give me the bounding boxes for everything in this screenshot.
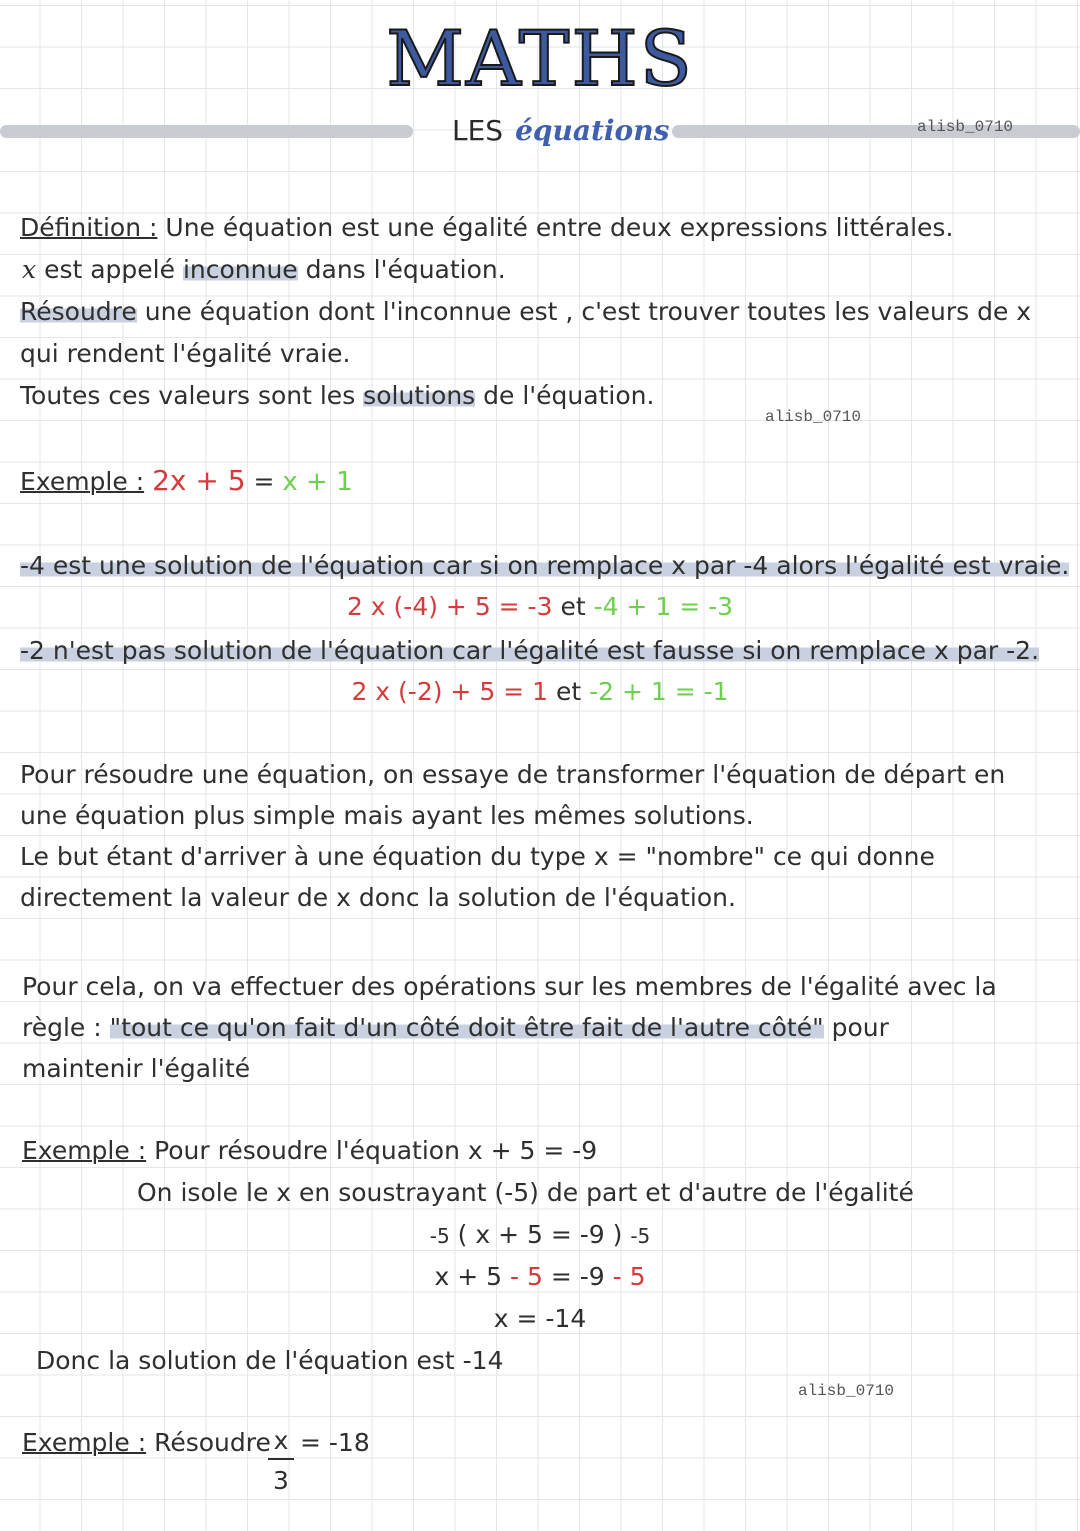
example2-calc2 [0, 1264, 1080, 1289]
example3-line [22, 1430, 271, 1455]
method-rule-prefix: règle : [22, 1013, 102, 1042]
definition-line-3 [20, 299, 1031, 324]
definition-line-2 [22, 257, 506, 282]
example1-solution-calc [0, 594, 1080, 619]
definition-line-1 [20, 215, 953, 240]
definition-line-5a: Toutes ces valeurs sont les [20, 381, 356, 410]
definition-line-5b: de l'équation. [483, 381, 655, 410]
term-resoudre: Résoudre [20, 297, 137, 326]
solution-calc-rhs: -4 + 1 = -3 [593, 592, 734, 621]
definition-text: Une équation est une égalité entre deux expressions littérales. [165, 213, 954, 242]
variable-x: x [22, 255, 37, 284]
method-rule-suffix: pour [831, 1013, 889, 1042]
calc2-b: - 5 [510, 1262, 543, 1291]
example2-intro-line [22, 1138, 597, 1163]
example1-solution-text: -4 est une solution de l'équation car si on remplace x par -4 alors l'égalité est vraie. [20, 551, 1070, 580]
watermark-header: alisb_0710 [917, 118, 1014, 136]
term-inconnue: inconnue [182, 255, 298, 284]
definition-line-2b: dans l'équation. [305, 255, 506, 284]
nonsolution-calc-et: et [555, 677, 582, 706]
example2-calc3: x = -14 [493, 1304, 587, 1333]
example2-conclusion: Donc la solution de l'équation est -14 [36, 1346, 504, 1375]
example2-intro: Pour résoudre l'équation x + 5 = -9 [154, 1136, 598, 1165]
example2-step: On isole le x en soustrayant (-5) de part et d'autre de l'égalité [137, 1178, 914, 1207]
method-p2-line3: maintenir l'égalité [22, 1054, 251, 1083]
fraction-numerator: x [268, 1428, 294, 1460]
calc2-c: = -9 [550, 1262, 605, 1291]
calc2-d: - 5 [612, 1262, 646, 1291]
definition-line-4: qui rendent l'égalité vraie. [20, 339, 351, 368]
example1-label: Exemple : [20, 467, 145, 496]
solution-calc-et: et [560, 592, 586, 621]
example3-label: Exemple : [22, 1428, 147, 1457]
watermark-example2: alisb_0710 [798, 1382, 895, 1400]
subtitle [452, 114, 669, 147]
method-p1-line2: une équation plus simple mais ayant les mêmes solutions. [20, 801, 754, 830]
calc1-right: -5 [630, 1224, 651, 1248]
example3-rhs: = -18 [300, 1428, 370, 1457]
page-title: MATHS [386, 14, 694, 103]
definition-line-3-rest: une équation dont l'inconnue est , c'est trouver toutes les valeurs de x [144, 297, 1032, 326]
definition-line-2a: est appelé [44, 255, 175, 284]
example2-calc1 [0, 1222, 1080, 1247]
solution-calc-lhs: 2 x (-4) + 5 = -3 [346, 592, 553, 621]
method-p1-line4: directement la valeur de x donc la solution de l'équation. [20, 883, 736, 912]
fraction-denominator: 3 [273, 1466, 289, 1495]
nonsolution-calc-lhs: 2 x (-2) + 5 = 1 [351, 677, 548, 706]
example1-solution [20, 553, 1069, 578]
nonsolution-calc-rhs: -2 + 1 = -1 [589, 677, 729, 706]
example1-nonsolution-text: -2 n'est pas solution de l'équation car l'égalité est fausse si on remplace x par -2. [20, 636, 1040, 665]
example2-label: Exemple : [22, 1136, 147, 1165]
example1-nonsolution [20, 638, 1039, 663]
method-rule: "tout ce qu'on fait d'un côté doit être fait de l'autre côté" [109, 1013, 824, 1042]
example1-line [20, 464, 353, 497]
watermark-definition: alisb_0710 [765, 408, 862, 426]
calc1-mid: ( x + 5 = -9 ) [457, 1220, 623, 1249]
example1-rhs: x + 1 [282, 467, 353, 497]
method-p2-line2 [22, 1015, 889, 1040]
example1-eq: = [253, 467, 275, 496]
example1-nonsolution-calc [0, 679, 1080, 704]
method-p1-line1: Pour résoudre une équation, on essaye de transformer l'équation de départ en [20, 760, 1006, 789]
title-band-left [0, 125, 413, 138]
subtitle-prefix: LES [452, 114, 504, 147]
calc1-left: -5 [429, 1224, 450, 1248]
title-band-right [672, 125, 1080, 138]
subtitle-topic: équations [515, 114, 670, 147]
example3-text: Résoudre [154, 1428, 271, 1457]
term-solutions: solutions [363, 381, 476, 410]
example1-lhs: 2x + 5 [152, 464, 246, 497]
definition-label: Définition : [20, 213, 158, 242]
method-p2-line1: Pour cela, on va effectuer des opérations sur les membres de l'égalité avec la [22, 972, 997, 1001]
definition-line-5 [20, 383, 654, 408]
calc2-a: x + 5 [434, 1262, 503, 1291]
method-p1-line3: Le but étant d'arriver à une équation du type x = "nombre" ce qui donne [20, 842, 935, 871]
